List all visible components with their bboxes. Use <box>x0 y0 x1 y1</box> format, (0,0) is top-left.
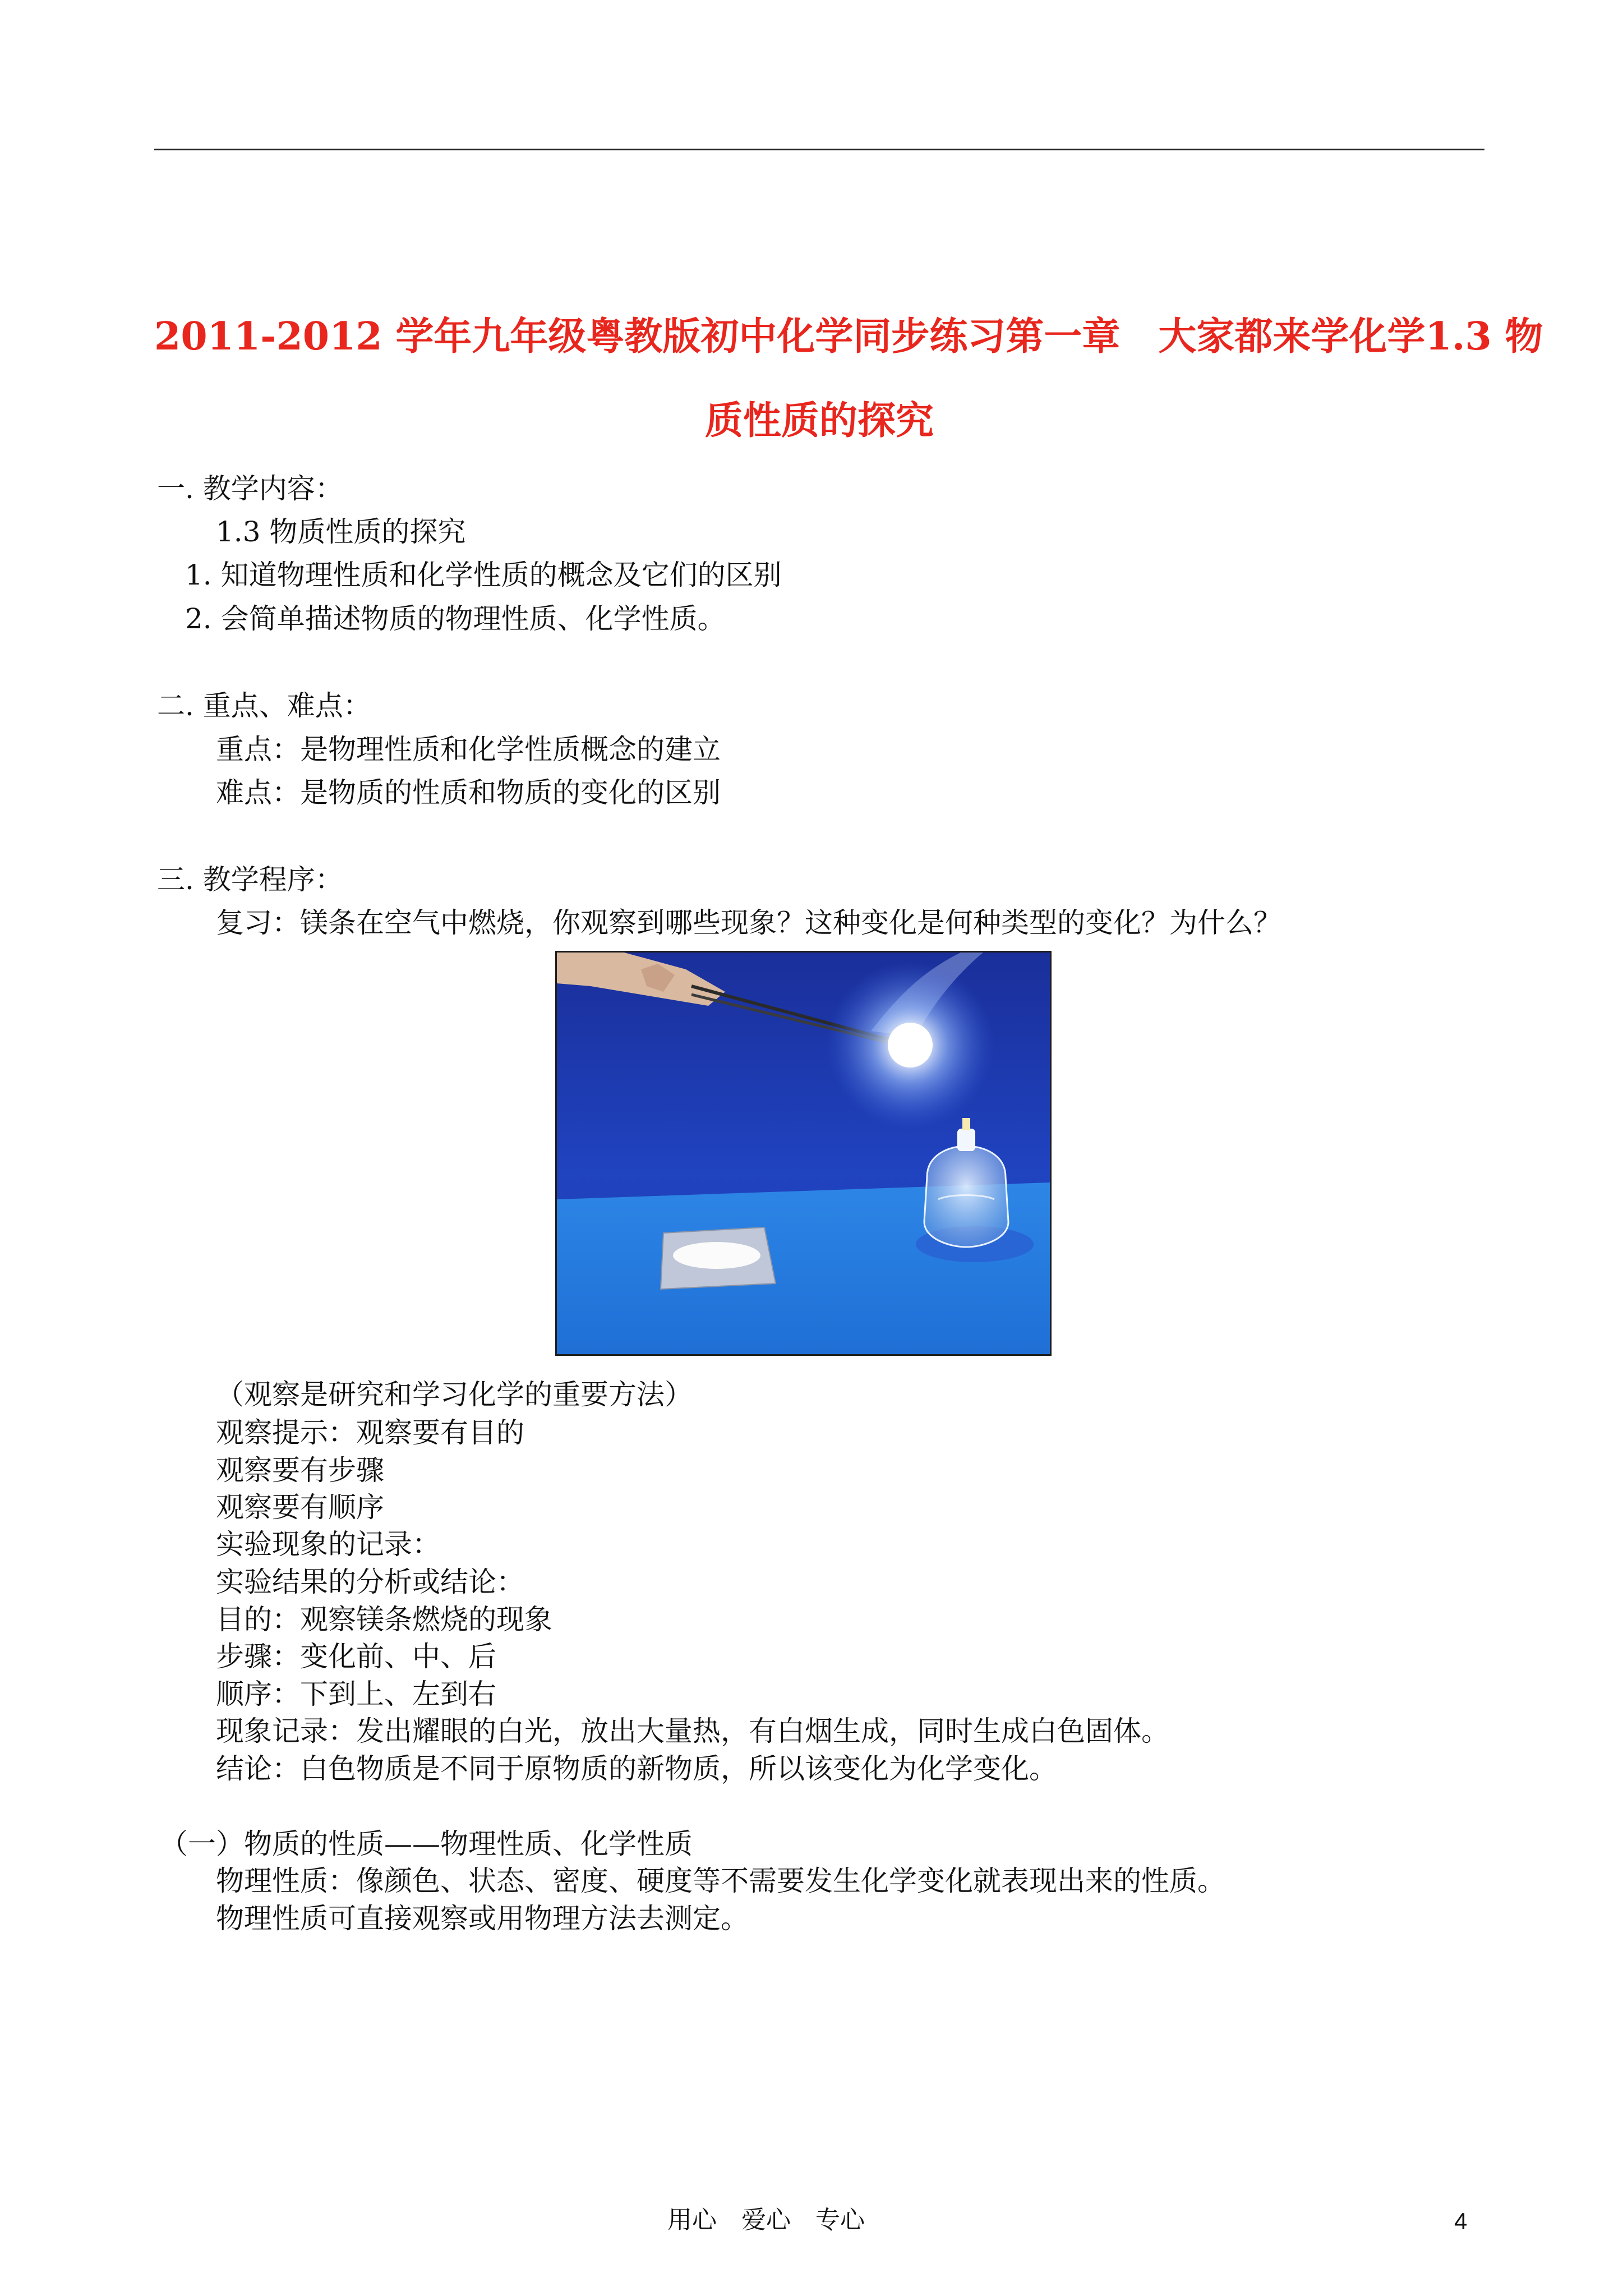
observation-order: 顺序：下到上、左到右 <box>216 1678 496 1710</box>
conclusion: 结论：白色物质是不同于原物质的新物质，所以该变化为化学变化。 <box>216 1752 1057 1785</box>
document-title-line-2: 质性质的探究 <box>704 398 934 443</box>
physical-property-definition: 物理性质：像颜色、状态、密度、硬度等不需要发生化学变化就表现出来的性质。 <box>216 1865 1225 1897</box>
white-dish <box>673 1242 760 1269</box>
section-1-heading: 一. 教学内容： <box>157 472 343 505</box>
section-1-item-2: 2. 会简单描述物质的物理性质、化学性质。 <box>185 602 726 635</box>
physical-property-measurement: 物理性质可直接观察或用物理方法去测定。 <box>216 1902 749 1935</box>
experiment-analysis: 实验结果的分析或结论： <box>216 1566 524 1598</box>
header-rule <box>154 149 1484 150</box>
section-2-heading: 二. 重点、难点： <box>157 689 371 722</box>
review-question: 复习：镁条在空气中燃烧，你观察到哪些现象？这种变化是何种类型的变化？为什么？ <box>216 907 1281 939</box>
page-number: 4 <box>1454 2208 1468 2234</box>
section-2-difficult-point: 难点：是物质的性质和物质的变化的区别 <box>216 776 721 809</box>
section-1-item-1: 1. 知道物理性质和化学性质的概念及它们的区别 <box>185 559 782 591</box>
observation-tip-3: 观察要有顺序 <box>216 1491 384 1524</box>
document-title-line-1: 2011-2012 学年九年级粤教版初中化学同步练习第一章 大家都来学化学1.3 物 <box>154 314 1543 359</box>
observation-steps: 步骤：变化前、中、后 <box>216 1640 496 1673</box>
section-2-key-point: 重点：是物理性质和化学性质概念的建立 <box>216 733 721 766</box>
observation-goal: 目的：观察镁条燃烧的现象 <box>216 1603 552 1636</box>
observation-note: （观察是研究和学习化学的重要方法） <box>216 1378 693 1411</box>
alcohol-lamp <box>924 1146 1008 1247</box>
magnesium-burning-illustration <box>557 953 1050 1354</box>
magnesium-burning-photo <box>555 951 1052 1356</box>
properties-heading: （一）物质的性质——物理性质、化学性质 <box>160 1828 693 1860</box>
observation-tip-2: 观察要有步骤 <box>216 1454 384 1487</box>
footer-motto: 用心 爱心 专心 <box>667 2206 865 2234</box>
experiment-record: 实验现象的记录： <box>216 1528 440 1561</box>
observation-tip-1: 观察提示：观察要有目的 <box>216 1416 524 1449</box>
section-3-heading: 三. 教学程序： <box>157 863 343 896</box>
phenomenon-record: 现象记录：发出耀眼的白光，放出大量热，有白烟生成，同时生成白色固体。 <box>216 1715 1169 1747</box>
section-1-subtitle: 1.3 物质性质的探究 <box>216 516 466 548</box>
